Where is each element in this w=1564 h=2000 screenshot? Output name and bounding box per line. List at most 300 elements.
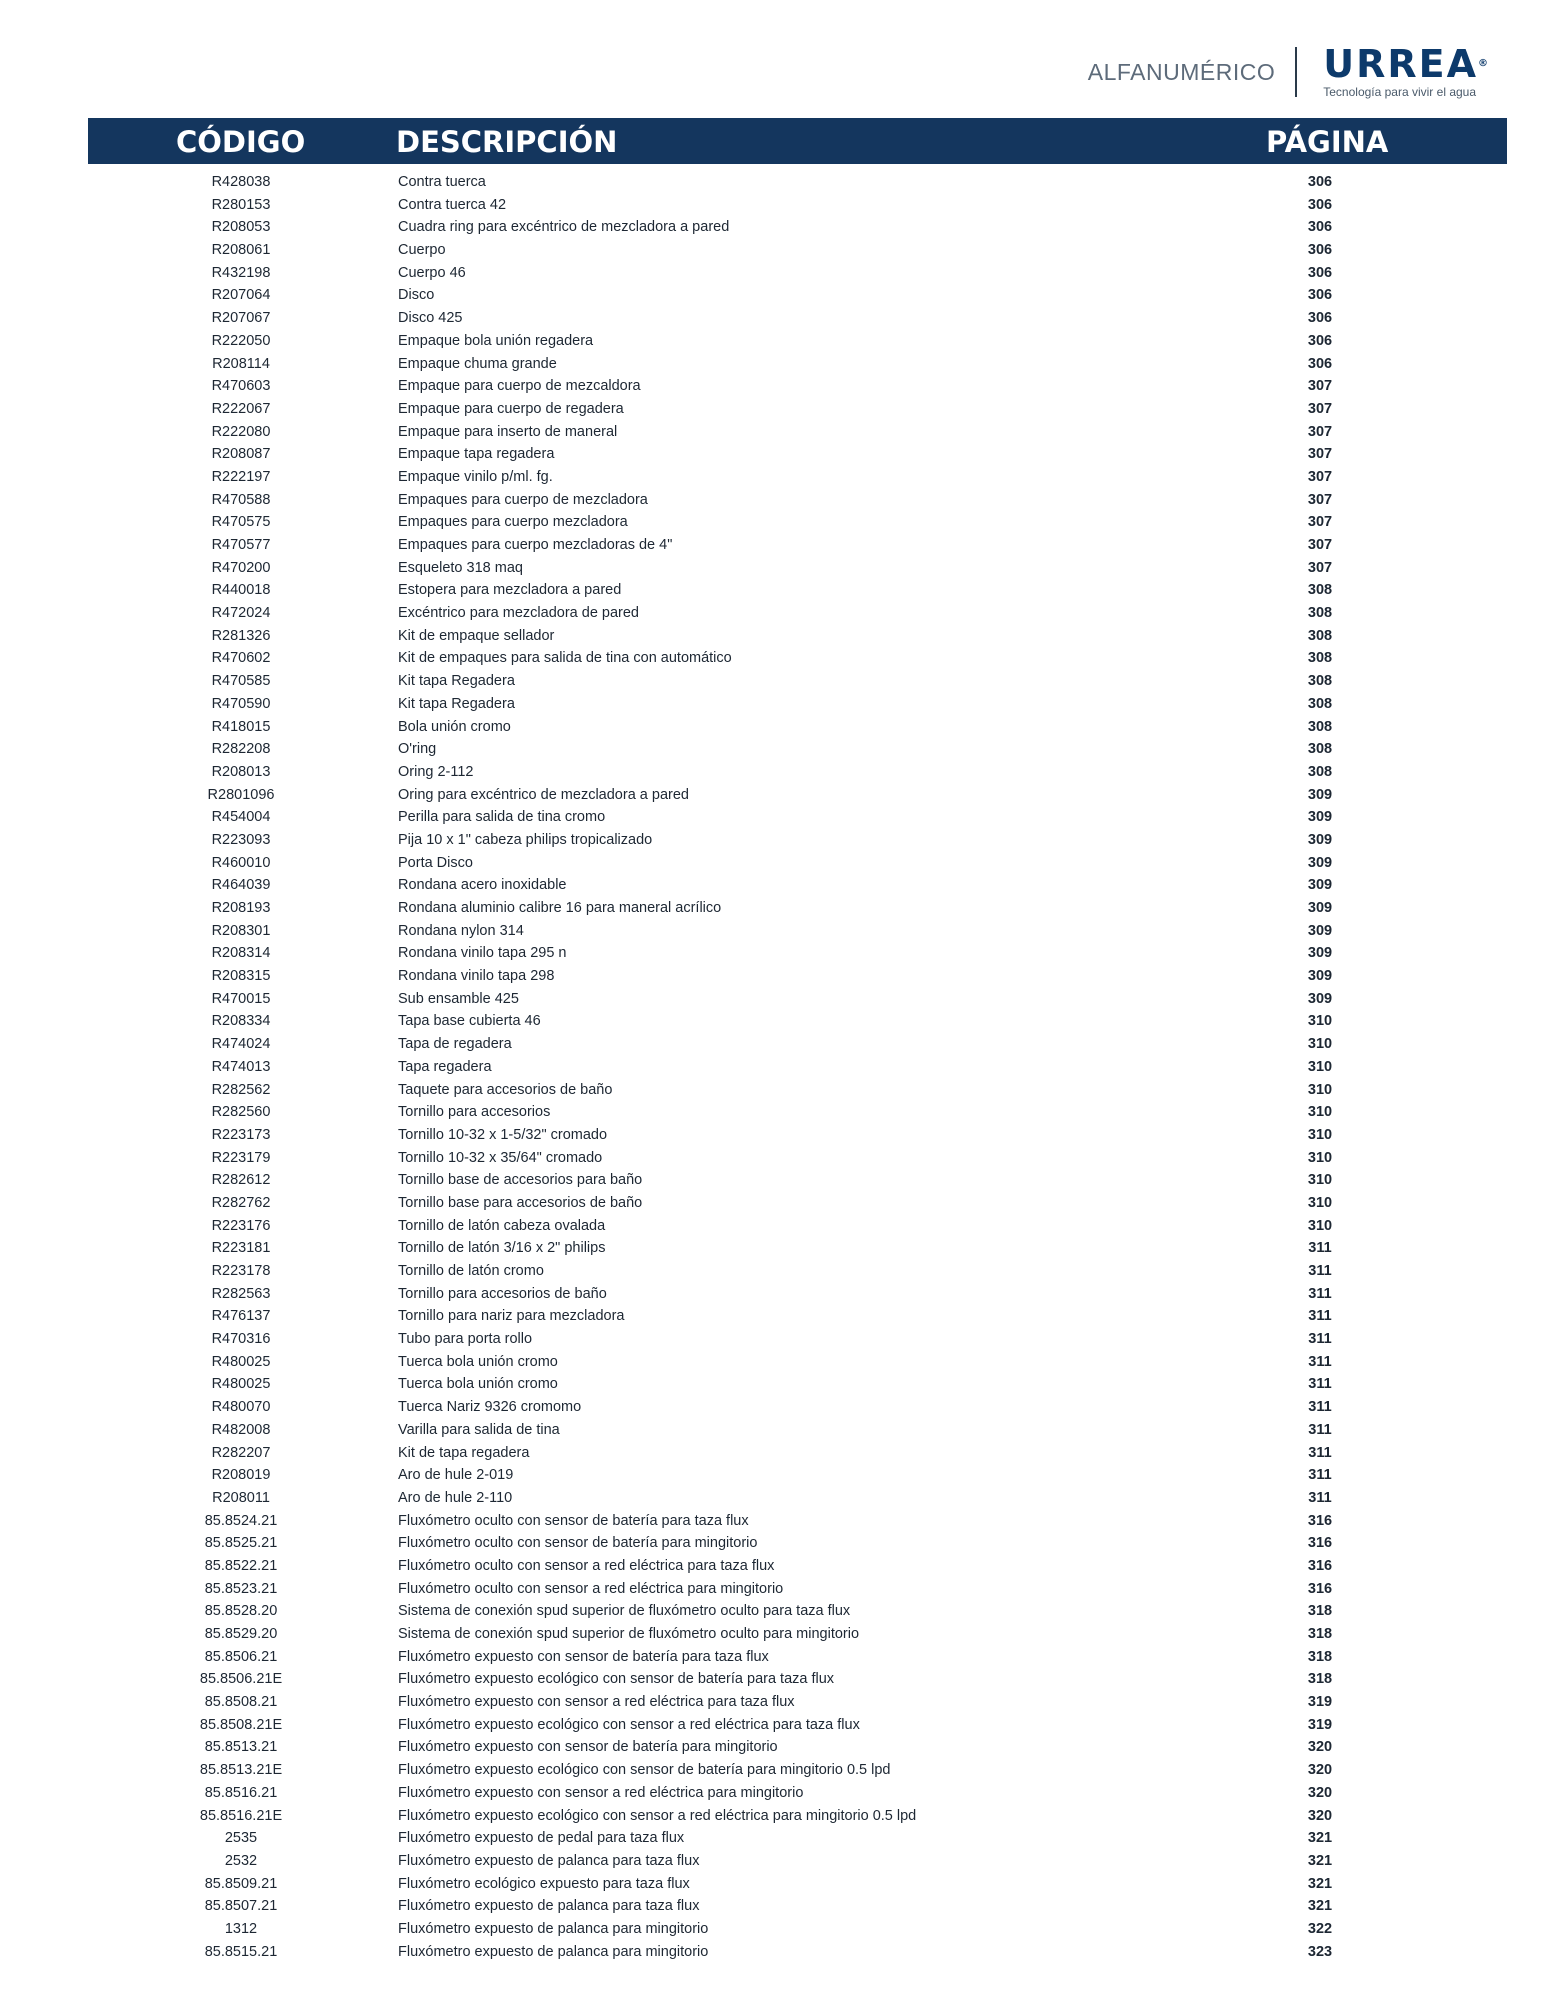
table-row: [0, 1442, 1564, 1465]
row-description: Porta Disco: [398, 854, 473, 871]
table-row: [0, 1941, 1564, 1964]
row-description: Kit de tapa regadera: [398, 1444, 530, 1461]
table-row: [0, 1169, 1564, 1192]
row-code: R282560: [211, 1104, 271, 1121]
table-row: [0, 738, 1564, 761]
row-page: 307: [1307, 537, 1333, 553]
row-description: Contra tuerca 42: [398, 196, 507, 213]
table-row: [0, 1124, 1564, 1147]
row-description: Contra tuerca: [398, 174, 486, 190]
row-code: R470585: [211, 673, 271, 690]
row-code: R208334: [211, 1013, 271, 1030]
header-divider: [1295, 47, 1297, 97]
row-page: 306: [1307, 196, 1333, 213]
row-page: 308: [1307, 605, 1333, 622]
row-page: 310: [1307, 1036, 1333, 1053]
row-page: 309: [1307, 922, 1333, 939]
row-code: R223179: [211, 1149, 271, 1166]
row-code: 85.8508.21: [204, 1694, 278, 1711]
row-page: 311: [1308, 1308, 1332, 1325]
row-description: Fluxómetro expuesto con sensor a red eléctrica para taza flux: [398, 1694, 795, 1711]
table-row: [0, 988, 1564, 1011]
row-code: R281326: [211, 627, 271, 644]
table-row: [0, 557, 1564, 580]
row-page: 308: [1307, 763, 1333, 780]
table-row: [0, 716, 1564, 739]
table-row: [0, 443, 1564, 466]
row-code: 85.8528.20: [204, 1603, 278, 1620]
row-description: Excéntrico para mezcladora de pared: [398, 605, 639, 622]
row-page: 320: [1307, 1807, 1333, 1824]
row-description: Aro de hule 2-019: [398, 1467, 514, 1484]
row-page: 306: [1307, 264, 1333, 281]
row-code: R208315: [211, 968, 271, 985]
table-row: [0, 1782, 1564, 1805]
row-description: Empaque para cuerpo de mezcaldora: [398, 378, 641, 395]
table-row: [0, 1691, 1564, 1714]
row-description: Fluxómetro expuesto de pedal para taza flux: [398, 1830, 685, 1847]
table-row: [0, 1033, 1564, 1056]
row-code: R470588: [211, 491, 271, 508]
table-row: [0, 1237, 1564, 1260]
row-description: Fluxómetro expuesto con sensor de batería para mingitorio: [398, 1739, 778, 1756]
table-row: [0, 1759, 1564, 1782]
table-row: [0, 353, 1564, 376]
row-code: R223176: [211, 1217, 271, 1234]
table-row: [0, 284, 1564, 307]
row-page: 311: [1308, 1240, 1332, 1257]
row-description: Rondana vinilo tapa 295 n: [398, 945, 567, 962]
table-row: [0, 625, 1564, 648]
row-description: Fluxómetro oculto con sensor de batería para taza flux: [398, 1512, 749, 1529]
row-code: R2801096: [207, 786, 275, 803]
row-code: R464039: [211, 877, 271, 894]
row-code: R480025: [211, 1353, 271, 1370]
row-code: R208301: [211, 922, 271, 939]
table-row: [0, 1260, 1564, 1283]
row-page: 310: [1307, 1194, 1333, 1211]
row-description: Sistema de conexión spud superior de fluxómetro oculto para mingitorio: [398, 1626, 860, 1642]
row-page: 306: [1307, 219, 1333, 236]
row-description: Pija 10 x 1" cabeza philips tropicalizado: [398, 831, 653, 848]
row-page: 311: [1308, 1444, 1332, 1461]
row-description: Tapa base cubierta 46: [398, 1013, 541, 1030]
row-code: 85.8516.21E: [199, 1807, 283, 1824]
row-page: 308: [1307, 627, 1333, 644]
table-row: [0, 1147, 1564, 1170]
row-description: Empaques para cuerpo mezcladora: [398, 514, 628, 531]
row-description: Tornillo de latón cromo: [398, 1263, 544, 1279]
row-code: 85.8529.20: [204, 1626, 278, 1642]
table-row: [0, 693, 1564, 716]
table-row: [0, 1283, 1564, 1306]
row-page: 308: [1307, 582, 1333, 599]
row-page: 323: [1307, 1943, 1333, 1960]
row-description: Kit de empaque sellador: [398, 627, 555, 644]
row-code: 85.8513.21E: [199, 1762, 283, 1779]
row-description: Taquete para accesorios de baño: [398, 1081, 613, 1098]
row-description: Oring para excéntrico de mezcladora a pared: [398, 786, 689, 803]
brand-tagline: Tecnología para vivir el agua: [1323, 85, 1477, 99]
row-page: 319: [1307, 1694, 1333, 1711]
row-description: Tornillo base para accesorios de baño: [398, 1194, 643, 1211]
row-page: 321: [1307, 1898, 1333, 1915]
row-description: Fluxómetro expuesto con sensor de batería para taza flux: [398, 1648, 769, 1665]
row-page: 311: [1308, 1353, 1332, 1370]
row-description: Varilla para salida de tina: [398, 1421, 560, 1438]
row-page: 320: [1307, 1762, 1333, 1779]
table-row: [0, 1805, 1564, 1828]
table-row: [0, 1396, 1564, 1419]
table-row: [0, 1328, 1564, 1351]
row-description: Perilla para salida de tina cromo: [398, 809, 606, 826]
table-row: [0, 1464, 1564, 1487]
table-row: [0, 194, 1564, 217]
table-row: [0, 670, 1564, 693]
row-description: Empaque para cuerpo de regadera: [398, 400, 624, 417]
row-page: 321: [1307, 1875, 1333, 1892]
table-row: [0, 466, 1564, 489]
row-code: R470602: [211, 650, 271, 667]
row-description: Tornillo para nariz para mezcladora: [398, 1308, 625, 1325]
table-row: [0, 1600, 1564, 1623]
table-row: [0, 1010, 1564, 1033]
row-page: 309: [1307, 990, 1333, 1007]
row-page: 311: [1308, 1263, 1332, 1279]
table-row: [0, 1487, 1564, 1510]
table-header: [88, 118, 1507, 164]
section-label: ALFANUMÉRICO: [1087, 58, 1276, 85]
row-page: 310: [1307, 1172, 1333, 1189]
table-row: [0, 171, 1564, 194]
table-row: [0, 1192, 1564, 1215]
row-code: R432198: [211, 264, 271, 281]
row-page: 306: [1307, 287, 1333, 304]
page-header: [1087, 42, 1488, 99]
table-row: [0, 1079, 1564, 1102]
row-page: 311: [1308, 1376, 1332, 1393]
row-description: Kit tapa Regadera: [398, 695, 515, 712]
row-page: 318: [1307, 1626, 1333, 1642]
row-description: Rondana vinilo tapa 298: [398, 968, 555, 985]
row-code: R223173: [211, 1126, 271, 1143]
row-description: Tuerca bola unión cromo: [398, 1353, 558, 1370]
table-row: [0, 806, 1564, 829]
row-description: Tapa regadera: [398, 1058, 492, 1075]
row-description: Disco 425: [398, 310, 463, 327]
row-description: Cuerpo: [398, 242, 446, 259]
table-row: [0, 897, 1564, 920]
table-row: [0, 239, 1564, 262]
row-code: 85.8508.21E: [199, 1716, 283, 1733]
table-row: [0, 398, 1564, 421]
row-page: 307: [1307, 491, 1333, 508]
row-code: 85.8524.21: [204, 1512, 278, 1529]
table-body: [0, 171, 1564, 1963]
row-page: 320: [1307, 1739, 1333, 1756]
table-row: [0, 307, 1564, 330]
table-row: [0, 421, 1564, 444]
row-description: Sub ensamble 425: [398, 990, 519, 1007]
row-page: 309: [1307, 786, 1333, 803]
row-code: R470590: [211, 695, 271, 712]
row-description: Tubo para porta rollo: [398, 1331, 533, 1348]
row-description: Rondana acero inoxidable: [398, 877, 567, 894]
table-row: [0, 1623, 1564, 1646]
row-description: Tornillo de latón cabeza ovalada: [398, 1217, 606, 1234]
row-description: Cuerpo 46: [398, 264, 466, 281]
row-code: R208314: [211, 945, 271, 962]
row-description: Sistema de conexión spud superior de fluxómetro oculto para taza flux: [398, 1603, 851, 1620]
row-page: 307: [1307, 446, 1333, 463]
row-code: R223178: [211, 1263, 271, 1279]
row-description: Tornillo 10-32 x 35/64" cromado: [398, 1149, 603, 1166]
row-page: 309: [1307, 945, 1333, 962]
row-code: R282762: [211, 1194, 271, 1211]
row-code: R470575: [211, 514, 271, 531]
row-page: 307: [1307, 378, 1333, 395]
table-row: [0, 1895, 1564, 1918]
row-description: Fluxómetro expuesto de palanca para mingitorio: [398, 1943, 709, 1960]
row-code: R223181: [211, 1240, 271, 1257]
row-code: R470316: [211, 1331, 271, 1348]
row-page: 318: [1307, 1671, 1333, 1688]
row-page: 308: [1307, 741, 1333, 758]
table-row: [0, 579, 1564, 602]
row-page: 309: [1307, 900, 1333, 916]
row-page: 311: [1308, 1285, 1332, 1302]
table-row: [0, 942, 1564, 965]
table-row: [0, 1873, 1564, 1896]
row-description: Kit de empaques para salida de tina con automático: [398, 650, 732, 667]
row-page: 310: [1307, 1126, 1333, 1143]
row-description: Empaque vinilo p/ml. fg.: [398, 468, 553, 485]
row-page: 307: [1307, 559, 1333, 576]
row-description: Fluxómetro expuesto de palanca para mingitorio: [398, 1920, 709, 1937]
row-code: R207067: [211, 310, 271, 327]
row-page: 306: [1307, 242, 1333, 259]
table-row: [0, 829, 1564, 852]
row-code: 85.8515.21: [204, 1943, 278, 1960]
row-description: Cuadra ring para excéntrico de mezcladora a pared: [398, 219, 730, 236]
table-row: [0, 1827, 1564, 1850]
table-row: [0, 511, 1564, 534]
row-code: R208011: [212, 1489, 270, 1506]
row-code: R222080: [211, 423, 271, 440]
row-description: Rondana aluminio calibre 16 para maneral acrílico: [398, 900, 722, 916]
row-code: 85.8506.21E: [199, 1671, 283, 1688]
row-description: Tornillo 10-32 x 1-5/32" cromado: [398, 1126, 608, 1143]
row-description: Fluxómetro ecológico expuesto para taza flux: [398, 1875, 690, 1892]
row-page: 306: [1307, 355, 1333, 372]
row-code: R208013: [211, 763, 271, 780]
row-page: 322: [1307, 1920, 1333, 1937]
column-header-description: DESCRIPCIÓN: [396, 125, 618, 159]
row-code: R208114: [212, 355, 270, 372]
table-row: [0, 647, 1564, 670]
row-description: Tornillo para accesorios: [398, 1104, 551, 1121]
row-code: R482008: [211, 1421, 271, 1438]
table-row: [0, 1555, 1564, 1578]
table-row: [0, 1419, 1564, 1442]
table-row: [0, 761, 1564, 784]
table-row: [0, 852, 1564, 875]
table-row: [0, 874, 1564, 897]
row-code: 85.8509.21: [204, 1875, 278, 1892]
row-description: Fluxómetro expuesto ecológico con sensor de batería para mingitorio 0.5 lpd: [398, 1762, 891, 1779]
table-row: [0, 534, 1564, 557]
row-code: R282612: [211, 1172, 271, 1189]
table-row: [0, 1850, 1564, 1873]
row-description: Empaque chuma grande: [398, 355, 557, 372]
row-code: R474024: [211, 1036, 271, 1053]
row-page: 311: [1308, 1421, 1332, 1438]
row-code: R428038: [211, 174, 271, 190]
row-description: Empaques para cuerpo de mezcladora: [398, 491, 648, 508]
table-row: [0, 375, 1564, 398]
row-page: 309: [1307, 968, 1333, 985]
row-code: R476137: [211, 1308, 271, 1325]
row-description: Tuerca Nariz 9326 cromomo: [398, 1399, 582, 1416]
row-page: 307: [1307, 423, 1333, 440]
row-code: R208019: [211, 1467, 271, 1484]
row-description: Fluxómetro oculto con sensor a red eléctrica para taza flux: [398, 1557, 775, 1574]
row-page: 321: [1307, 1852, 1333, 1869]
row-page: 316: [1307, 1512, 1333, 1529]
row-page: 316: [1307, 1557, 1333, 1574]
table-row: [0, 602, 1564, 625]
row-page: 318: [1307, 1603, 1333, 1620]
table-row: [0, 1668, 1564, 1691]
row-description: Tuerca bola unión cromo: [398, 1376, 558, 1393]
row-page: 309: [1307, 831, 1333, 848]
row-code: R474013: [211, 1058, 271, 1075]
table-row: [0, 1646, 1564, 1669]
row-description: Bola unión cromo: [398, 718, 511, 735]
row-code: R282208: [211, 741, 271, 758]
row-code: 2535: [224, 1830, 258, 1847]
row-page: 310: [1307, 1058, 1333, 1075]
row-description: Estopera para mezcladora a pared: [398, 582, 622, 599]
row-page: 306: [1307, 332, 1333, 349]
row-code: R454004: [211, 809, 271, 826]
row-page: 310: [1307, 1104, 1333, 1121]
row-description: Empaque tapa regadera: [398, 446, 555, 463]
row-code: R208193: [211, 900, 271, 916]
row-code: R222067: [211, 400, 271, 417]
row-code: R223093: [211, 831, 271, 848]
table-row: [0, 330, 1564, 353]
row-description: Disco: [398, 287, 435, 304]
row-code: R222197: [211, 468, 271, 485]
row-description: Fluxómetro oculto con sensor de batería para mingitorio: [398, 1535, 758, 1552]
table-row: [0, 1056, 1564, 1079]
row-code: R470015: [211, 990, 271, 1007]
row-description: Fluxómetro expuesto de palanca para taza flux: [398, 1898, 700, 1915]
row-page: 311: [1308, 1399, 1332, 1416]
row-code: R208087: [211, 446, 271, 463]
table-row: [0, 1373, 1564, 1396]
row-page: 306: [1307, 174, 1333, 190]
row-description: Tornillo de latón 3/16 x 2" philips: [398, 1240, 606, 1257]
row-code: R470577: [211, 537, 271, 553]
row-description: Tapa de regadera: [398, 1036, 512, 1053]
row-code: R470200: [211, 559, 271, 576]
row-page: 321: [1307, 1830, 1333, 1847]
row-page: 309: [1307, 809, 1333, 826]
column-header-code: CÓDIGO: [176, 125, 306, 159]
row-description: Oring 2-112: [398, 763, 474, 780]
row-page: 310: [1307, 1013, 1333, 1030]
row-page: 316: [1307, 1535, 1333, 1552]
row-code: 85.8507.21: [204, 1898, 278, 1915]
row-page: 308: [1307, 673, 1333, 690]
row-code: 85.8516.21: [204, 1784, 278, 1801]
row-code: 85.8523.21: [204, 1580, 278, 1597]
table-row: [0, 489, 1564, 512]
row-code: 85.8506.21: [204, 1648, 278, 1665]
row-description: Empaque bola unión regadera: [398, 332, 594, 349]
row-page: 316: [1307, 1580, 1333, 1597]
row-description: Tornillo para accesorios de baño: [398, 1285, 607, 1302]
brand-name-text: URREA: [1323, 42, 1478, 86]
row-page: 307: [1307, 400, 1333, 417]
row-code: R208061: [211, 242, 271, 259]
row-code: R480025: [211, 1376, 271, 1393]
table-row: [0, 1714, 1564, 1737]
table-row: [0, 965, 1564, 988]
table-row: [0, 262, 1564, 285]
row-code: 85.8525.21: [204, 1535, 278, 1552]
table-row: [0, 1510, 1564, 1533]
row-description: Empaques para cuerpo mezcladoras de 4": [398, 537, 673, 553]
row-page: 309: [1307, 854, 1333, 871]
row-page: 311: [1308, 1467, 1332, 1484]
row-description: Kit tapa Regadera: [398, 673, 515, 690]
row-code: R207064: [211, 287, 271, 304]
row-code: R460010: [211, 854, 271, 871]
row-code: R418015: [211, 718, 271, 735]
row-code: R282207: [211, 1444, 271, 1461]
row-code: 2532: [224, 1852, 258, 1869]
row-page: 308: [1307, 695, 1333, 712]
row-page: 307: [1307, 514, 1333, 531]
row-code: R208053: [211, 219, 271, 236]
column-header-page: PÁGINA: [1266, 125, 1389, 159]
table-row: [0, 1305, 1564, 1328]
row-code: R280153: [211, 196, 271, 213]
row-page: 311: [1308, 1331, 1332, 1348]
row-page: 310: [1307, 1081, 1333, 1098]
row-description: Tornillo base de accesorios para baño: [398, 1172, 643, 1189]
row-code: 1312: [224, 1920, 258, 1937]
row-description: O'ring: [398, 741, 437, 758]
row-page: 308: [1307, 650, 1333, 667]
table-row: [0, 1215, 1564, 1238]
row-page: 309: [1307, 877, 1333, 894]
table-row: [0, 1532, 1564, 1555]
table-row: [0, 216, 1564, 239]
table-row: [0, 784, 1564, 807]
row-code: 85.8522.21: [204, 1557, 278, 1574]
row-description: Esqueleto 318 maq: [398, 559, 523, 576]
row-page: 306: [1307, 310, 1333, 327]
brand-logo: [1323, 42, 1488, 99]
table-row: [0, 1351, 1564, 1374]
row-code: R282563: [211, 1285, 271, 1302]
brand-name: [1323, 42, 1488, 86]
row-description: Fluxómetro expuesto ecológico con sensor a red eléctrica para mingitorio 0.5 lpd: [398, 1807, 917, 1824]
